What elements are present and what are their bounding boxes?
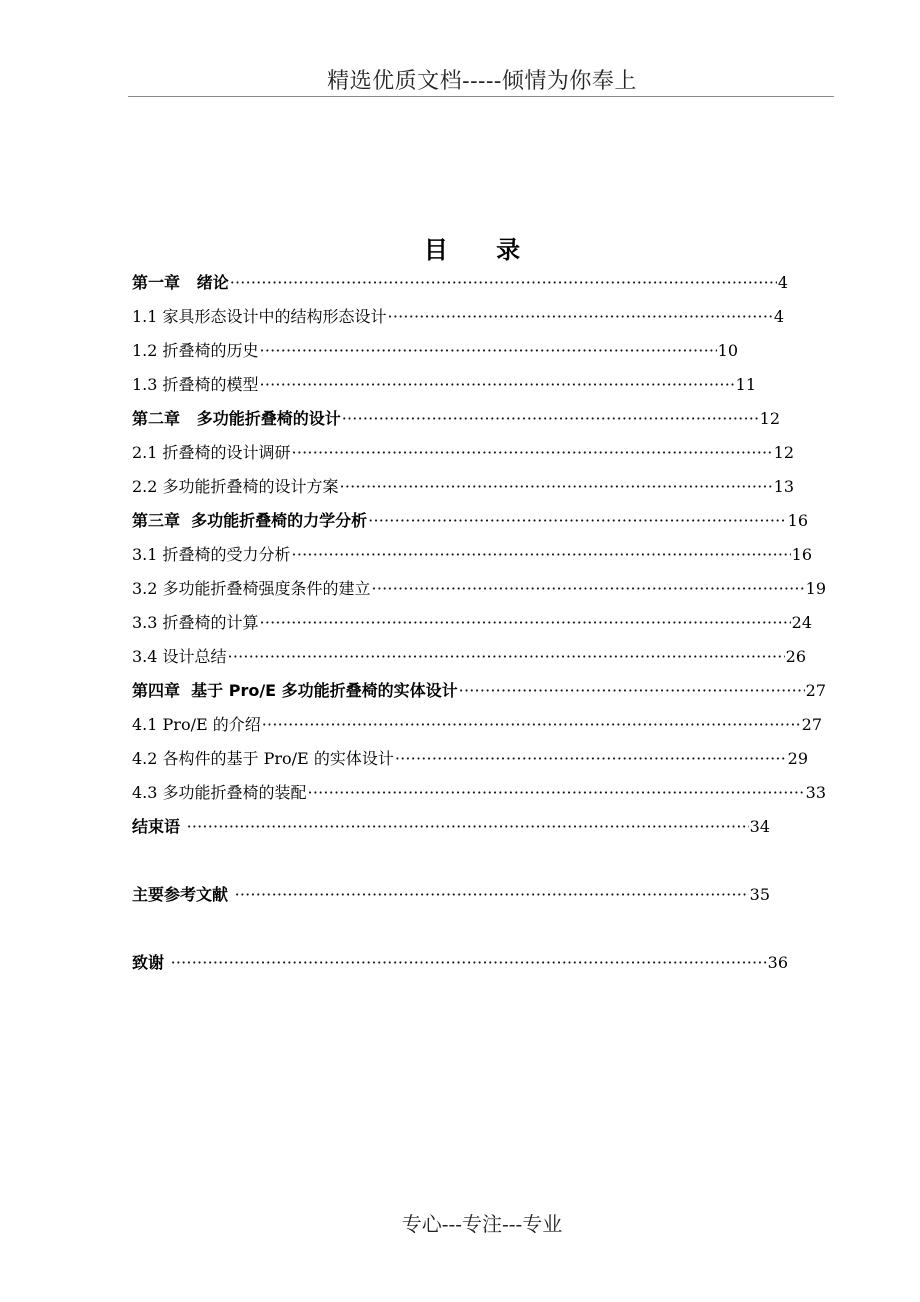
toc-entry-label: 致谢 [132, 953, 170, 972]
toc-entry-page: 4 [777, 273, 788, 292]
toc-entry-page: 16 [787, 511, 808, 530]
toc-entry-label: 3.4 设计总结 [132, 647, 227, 666]
toc-entry-label: 3.2 多功能折叠椅强度条件的建立 [132, 579, 371, 598]
toc-title: 目 录 [423, 236, 541, 264]
leader-dots [262, 715, 801, 735]
toc-entry[interactable] [132, 307, 784, 327]
toc-entry-label: 4.3 多功能折叠椅的装配 [132, 783, 307, 802]
toc-entry[interactable] [132, 715, 822, 735]
toc-entry-label: 第三章 多功能折叠椅的力学分析 [132, 511, 368, 530]
toc-entry[interactable] [132, 613, 812, 633]
leader-dots [187, 817, 749, 837]
toc-entry[interactable] [132, 409, 780, 429]
toc-entry[interactable] [132, 341, 738, 361]
toc-entry-label: 4.1 Pro/E 的介绍 [132, 715, 261, 734]
toc-entry-page: 24 [791, 613, 812, 632]
leader-dots [230, 273, 777, 293]
toc-entry-page: 13 [773, 477, 794, 496]
toc-entry-label: 2.1 折叠椅的设计调研 [132, 443, 291, 462]
leader-dots [372, 579, 805, 599]
leader-dots [395, 749, 787, 769]
leader-dots [260, 341, 717, 361]
toc-entry-label: 3.3 折叠椅的计算 [132, 613, 259, 632]
header-divider [128, 96, 834, 97]
toc-entry-label: 1.2 折叠椅的历史 [132, 341, 259, 360]
toc-entry-page: 4 [773, 307, 784, 326]
toc-entry-label: 3.1 折叠椅的受力分析 [132, 545, 291, 564]
toc-entry[interactable] [132, 375, 756, 395]
toc-entry-label: 结束语 [132, 817, 186, 836]
toc-entry-page: 12 [773, 443, 794, 462]
leader-dots [235, 885, 749, 905]
leader-dots [368, 511, 786, 531]
toc-entry[interactable] [132, 273, 788, 293]
toc-entry-page: 12 [759, 409, 780, 428]
leader-dots [340, 477, 773, 497]
toc-entry[interactable] [132, 783, 826, 803]
leader-dots [342, 409, 759, 429]
toc-entry[interactable] [132, 953, 788, 973]
toc-entry[interactable] [132, 511, 808, 531]
toc-entry-page: 35 [749, 885, 770, 904]
toc-entry-page: 29 [787, 749, 808, 768]
leader-dots [388, 307, 773, 327]
toc-entry-label: 2.2 多功能折叠椅的设计方案 [132, 477, 339, 496]
toc-entry[interactable] [132, 579, 826, 599]
toc-entry-label: 1.3 折叠椅的模型 [132, 375, 259, 394]
toc-entry-label: 第二章 多功能折叠椅的设计 [132, 409, 341, 428]
toc-entry-page: 16 [791, 545, 812, 564]
toc-entry[interactable] [132, 749, 808, 769]
toc-entry-page: 19 [805, 579, 826, 598]
toc-entry-label: 主要参考文献 [132, 885, 234, 904]
toc-entry-label: 1.1 家具形态设计中的结构形态设计 [132, 307, 387, 326]
leader-dots [228, 647, 785, 667]
leader-dots [260, 375, 735, 395]
leader-dots [308, 783, 805, 803]
leader-dots [292, 545, 791, 565]
toc-entry-page: 34 [749, 817, 770, 836]
toc-entry-page: 27 [801, 715, 822, 734]
toc-entry-label: 第一章 绪论 [132, 273, 229, 292]
toc-entry[interactable] [132, 477, 794, 497]
toc-entry[interactable] [132, 647, 806, 667]
page-header: 精选优质文档-----倾情为你奉上 [327, 69, 637, 94]
toc-entry-page: 11 [735, 375, 756, 394]
toc-entry-page: 10 [717, 341, 738, 360]
toc-entry-label: 第四章 基于 Pro/E 多功能折叠椅的实体设计 [132, 681, 458, 700]
toc-entry[interactable] [132, 443, 794, 463]
toc-entry-page: 33 [805, 783, 826, 802]
toc-entry-page: 36 [767, 953, 788, 972]
leader-dots [459, 681, 805, 701]
toc-entry[interactable] [132, 681, 826, 701]
toc-entry[interactable] [132, 885, 770, 905]
toc-entry[interactable] [132, 545, 812, 565]
page-footer: 专心---专注---专业 [401, 1212, 563, 1236]
toc-entry-page: 26 [785, 647, 806, 666]
leader-dots [260, 613, 791, 633]
leader-dots [292, 443, 773, 463]
toc-entry[interactable] [132, 817, 770, 837]
toc-entry-page: 27 [805, 681, 826, 700]
toc-entry-label: 4.2 各构件的基于 Pro/E 的实体设计 [132, 749, 394, 768]
leader-dots [171, 953, 767, 973]
